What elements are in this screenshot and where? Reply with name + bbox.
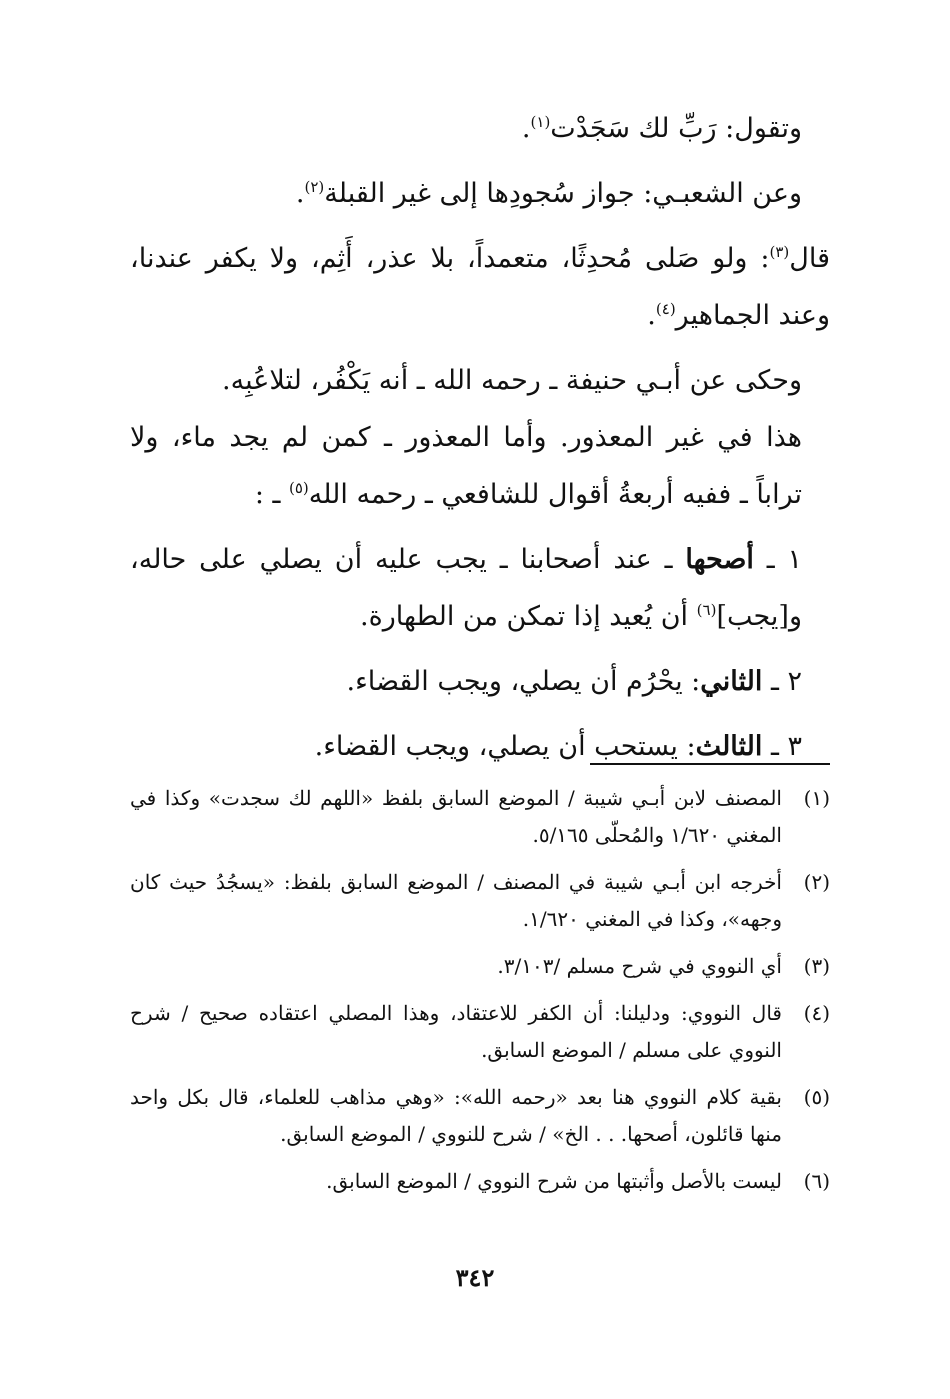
footnote-number: (٤) <box>803 1001 830 1025</box>
footnote-separator <box>590 763 830 765</box>
paragraph-2-text: وعن الشعبـي: جواز سُجودِها إلى غير القبلة <box>324 178 802 209</box>
footnote-text: أي النووي في شرح مسلم /٣/١٠٣. <box>497 954 782 978</box>
paragraph-2 <box>130 165 830 222</box>
footnote-ref-6: (٦) <box>696 601 717 619</box>
paragraph-5 <box>130 409 830 523</box>
footnote-number: (٥) <box>803 1085 830 1109</box>
footnote <box>130 780 830 854</box>
footnote <box>130 948 830 985</box>
list-item-3-heading: الثالث <box>695 731 763 762</box>
list-item-3 <box>130 718 830 775</box>
footnote-ref-2: (٢) <box>304 178 325 196</box>
footnote-ref-3: (٣) <box>769 243 790 261</box>
list-item-3-text: : يستحب أن يصلي، ويجب القضاء. <box>314 731 696 762</box>
paragraph-5-text: هذا في غير المعذور. وأما المعذور ـ كمن لم يجد ماء، ولا تراباً ـ ففيه أربعةُ أقوال للشافعي ـ رحمه الله <box>130 422 802 510</box>
paragraph-3-end: . <box>647 300 656 331</box>
footnote-text: قال النووي: ودليلنا: أن الكفر للاعتقاد، وهذا المصلي اعتقاده صحيح / شرح النووي على مسلم / الموضع السابق. <box>130 1001 782 1062</box>
footnote-number: (٣) <box>803 954 830 978</box>
footnote <box>130 1163 830 1200</box>
paragraph-1-text: وتقول: رَبِّ لك سَجَدْت <box>550 113 802 144</box>
main-text <box>130 100 830 775</box>
list-item-2-text: : يحْرُم أن يصلي، ويجب القضاء. <box>346 666 701 697</box>
paragraph-3-text: : ولو صَلى مُحدِثًا، متعمداً، بلا عذر، أَثِم، ولا يكفر عندنا، وعند الجماهير <box>130 243 830 331</box>
footnote-text: المصنف لابن أبـي شيبة / الموضع السابق بلفظ «اللهم لك سجدت» وكذا في المغني ١/٦٢٠ والمُحلّى ٥/١٦٥. <box>130 786 782 847</box>
footnote-text: بقية كلام النووي هنا بعد «رحمه الله»: «وهي مذاهب للعلماء، قال بكل واحد منها قائلون، أصحها. . . الخ» / شرح للنووي / الموضع السابق. <box>130 1085 782 1146</box>
footnote-ref-5: (٥) <box>288 479 309 497</box>
list-item-1-end: أن يُعيد إذا تمكن من الطهارة. <box>360 601 697 632</box>
footnote <box>130 864 830 938</box>
list-item-2-heading: الثاني <box>700 666 763 697</box>
paragraph-1 <box>130 100 830 157</box>
list-item-2-number: ٢ ـ <box>762 666 802 697</box>
paragraph-2-end: . <box>295 178 305 209</box>
footnote-ref-1: (١) <box>530 113 551 131</box>
footnote <box>130 995 830 1069</box>
paragraph-1-end: . <box>521 113 531 144</box>
paragraph-5-end: ـ : <box>254 479 289 510</box>
page-number: ٣٤٢ <box>455 1263 495 1292</box>
list-item-1 <box>130 531 830 645</box>
footnote-number: (٦) <box>803 1169 830 1193</box>
footnote-text: أخرجه ابن أبـي شيبة في المصنف / الموضع السابق بلفظ: «يسجُدُ حيث كان وجهه»، وكذا في المغني ١/٦٢٠. <box>130 870 782 931</box>
list-item-2 <box>130 653 830 710</box>
paragraph-3 <box>130 230 830 344</box>
footnote-number: (٢) <box>803 870 830 894</box>
footnote-ref-4: (٤) <box>655 300 676 318</box>
list-item-1-number: ١ ـ <box>753 544 802 575</box>
footnotes <box>130 780 830 1210</box>
paragraph-4-text: وحكى عن أبـي حنيفة ـ رحمه الله ـ أنه يَكْفُر، لتلاعُبِه. <box>222 365 802 396</box>
footnote-number: (١) <box>803 786 830 810</box>
list-item-1-heading: أصحها <box>685 544 754 575</box>
list-item-1-text: ـ عند أصحابنا ـ يجب عليه أن يصلي على حاله، و[يجب] <box>130 544 802 632</box>
paragraph-3-start: قال <box>789 243 830 274</box>
footnote <box>130 1079 830 1153</box>
paragraph-4 <box>130 352 830 409</box>
footnote-text: ليست بالأصل وأثبتها من شرح النووي / الموضع السابق. <box>326 1169 782 1193</box>
list-item-3-number: ٣ ـ <box>762 731 802 762</box>
